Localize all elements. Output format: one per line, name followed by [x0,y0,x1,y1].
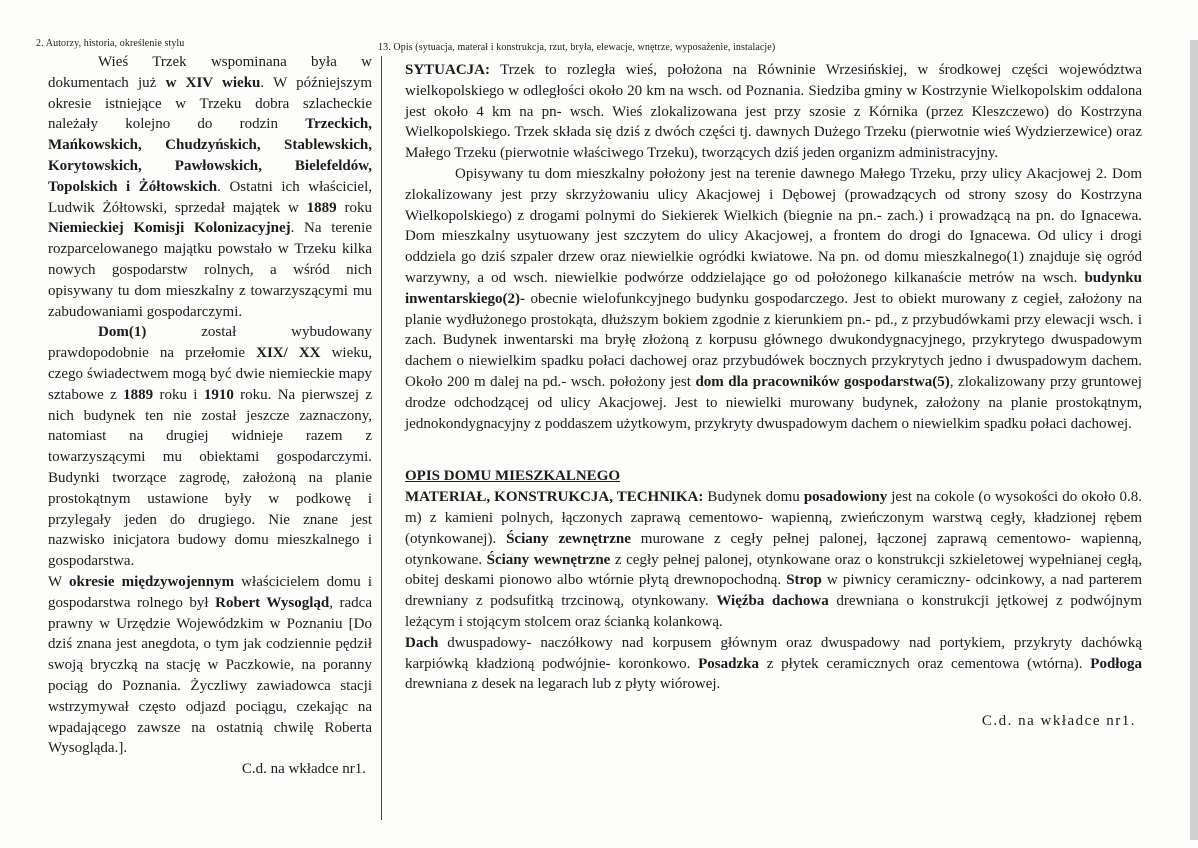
emphasis-period: okresie międzywojennym [68,573,235,590]
location-paragraph: Opisywany tu dom mieszkalny położony jest na terenie dawnego Małego Trzeku, przy ulicy Akacjowej 2. Dom zlokalizowany jest przy skrzyżowaniu ulicy Akacjowej i Dębowej (prowadzących od strony szosy do Kostrzyna Wielkopolskiego) z drogami polnymi do Siekierek Wielkich (biegnie na pn.- zach.) i prowadzącą na pn. do Ignacewa. Dom mieszkalny usytuowany jest szczytem do ulicy Akacjowej, a frontem do drogi do Ignacewa. Od ulicy i drogi oddziela go dziś szpaler drzew oraz niewielkie ogródki kwiatowe. Na pn. od domu mieszkalnego(1) znajduje się ogród warzywny, a od wsch. niewielkie podwórze oddzielające go od położonego kilkanaście metrów na wsch. budynku inwentarskiego(2)- obecnie wielofunkcyjnego budynku gospodarczego. Jest to obiekt murowany z cegieł, założony na planie wydłużonego prostokąta, dłuższym bokiem zgodnie z kierunkiem pn.- pd., z przybudówkami przy elewacji wsch. i zach. Budynek inwentarski ma bryłę złożoną z korpusu głównego dwukondygnacyjnego, przykrytego dwuspadowym dachem o niewielkim spadku połaci dachowej oraz przybudówek bocznych przykrytych jedno i dwuspadowym dachem. Około 200 m dalej na pd.- wsch. położony jest dom dla pracowników gospodarstwa(5), zlokalizowany przy gruntowej drodze odchodzącej od ulicy Akacjowej. Jest to niewielki murowany budynek, założony na planie prostokątnym, jednokondygnacyjny z poddaszem użytkowym, przykryty dwuspadowym dachem o niewielkim spadku połaci dachowej. [405,165,1142,432]
emphasis-livestock-building: budynku inwentarskiego(2)- [405,269,1142,307]
emphasis-commission: Niemieckiej Komisji Kolonizacyjnej [48,220,291,237]
emphasis-roof: Dach [405,634,439,651]
emphasis-house: Dom(1) [98,324,147,341]
right-column-header: 13. Opis (sytuacja, materał i konstrukcja, rzut, bryła, elewacje, wnętrze, wyposażenie, instalacje) [378,42,776,53]
section-title: OPIS DOMU MIESZKALNEGO [405,468,621,485]
emphasis-families: Trzeckich, Mańkowskich, Chudzyńskich, Stablewskich, Korytowskich, Pawłowskich, Bielefeldów, Topolskich i Żółtowskich [48,116,372,195]
situation-paragraph: SYTUACJA: Trzek to rozległa wieś, położona na Równinie Wrzesińskiej, w środkowej części województwa wielkopolskiego w odległości około 20 km na wsch. od Poznania. Siedziba gminy w Kostrzynie Wielkopolskim oddalona jest około 4 km na pn- wsch. Wieś zlokalizowana jest przy szosie z Kórnika (przez Kleszczewo) do Kostrzyna Wielkopolskiego. Trzek składa się dziś z dwóch części tj. dawnych Dużego Trzeku (pierwotnie wieś Wydzierzewice) oraz Małego Trzeku (pierwotnie właściwego Trzeku), tworzących dziś jeden organizm administracyjny. [405,62,1142,162]
left-column-header: 2. Autorzy, historia, określenie stylu [36,38,185,49]
emphasis-outer-walls: Ściany zewnętrzne [506,530,631,547]
roof-floor-paragraph: Dach dwuspadowy- naczółkowy nad korpusem głównym oraz dwuspadowy nad portykiem, przykryty dachówką karpiówką kładzioną podwójnie- koronkowo. Posadzka z płytek ceramicznych oraz cementowa (wtórna). Podłoga drewniana z desek na legarach lub z płyty wiórowej. [405,634,1142,693]
column-divider [381,56,382,820]
section-label-situation: SYTUACJA: [405,62,491,78]
materials-paragraph: MATERIAŁ, KONSTRUKCJA, TECHNIKA: Budynek domu posadowiony jest na cokole (o wysokości do około 0.8. m) z kamieni polnych, łączonych zaprawą cementowo- wapienną, zwieńczonym warstwą cegły, kładzionej rębem (otynkowanej). Ściany zewnętrzne murowane z cegły pełnej palonej, łączonej zaprawą cementowo- wapienną, otynkowane. Ściany wewnętrzne z cegły pełnej palonej, otynkowane oraz o konstrukcji szkieletowej wypełnianej cegłą, obitej deskami pionowo albo wtórnie płytą drewnopochodną. Strop w piwnicy ceramiczny- odcinkowy, a nad parterem drewniany z podsufitką trzcinową, otynkowany. Więźba dachowa drewniana o konstrukcji jętkowej z podwójnym leżącym i stojącym stolcem oraz ścianką kolankową. [405,489,1142,630]
history-column [48,52,372,780]
emphasis-inner-walls: Ściany wewnętrzne [486,551,611,568]
history-paragraph-1: Wieś Trzek wspominana była w dokumentach już w XIV wieku. W późniejszym okresie istniejące w Trzeku dobra szlacheckie należały kolejno do rodzin Trzeckich, Mańkowskich, Chudzyńskich, Stablewskich, Korytowskich, Pawłowskich, Bielefeldów, Topolskich i Żółtowskich. Ostatni ich właściciel, Ludwik Żółtowski, sprzedał majątek w 1889 roku Niemieckiej Komisji Kolonizacyjnej. Na terenie rozparcelowanego majątku powstało w Trzeku kilka nowych gospodarstw rolnych, a wśród nich opisywany tu dom mieszkalny z towarzyszącymi mu zabudowaniami gospodarczymi. [48,54,373,320]
emphasis-flooring: Posadzka [698,655,759,672]
history-paragraph-2: Dom(1) został wybudowany prawdopodobnie na przełomie XIX/ XX wieku, czego świadectwem mogą być dwie niemieckie mapy sztabowe z 1889 roku i 1910 roku. Na pierwszej z nich budynek ten nie został jeszcze zaznaczony, natomiast na drugiej widnieje razem z towarzyszącymi mu obiektami gospodarczymi. Budynki tworzące zagrodę, założoną na planie prostokątnym ustawione były w podkowę i przylegały jeden do drugiego. Nie znane jest nazwisko inicjatora budowy domu mieszkalnego i gospodarstwa. [48,324,373,570]
emphasis-year: 1910 [203,386,234,403]
emphasis-floor: Podłoga [1090,655,1142,672]
emphasis-centuries: XIX/ XX [256,345,321,362]
emphasis-owner: Robert Wysogląd [215,594,330,611]
scan-edge [1190,40,1198,840]
emphasis-foundation: posadowiony [803,489,888,506]
emphasis-roof-truss: Więźba dachowa [716,593,829,610]
continuation-note: C.d. na wkładce nr1. [241,761,366,778]
emphasis-year: 1889 [306,199,337,216]
emphasis-workers-house: dom dla pracowników gospodarstwa(5) [695,373,950,390]
section-label-materials: MATERIAŁ, KONSTRUKCJA, TECHNIKA: [405,489,704,506]
emphasis-century: w XIV wieku [165,74,261,91]
emphasis-year: 1889 [123,386,154,403]
description-column [405,60,1142,732]
emphasis-ceiling: Strop [786,572,822,589]
history-paragraph-3: W okresie międzywojennym właścicielem domu i gospodarstwa rolnego był Robert Wysogląd, radca prawny w Urzędzie Wojewódzkim w Poznaniu [Do dziś znana jest anegdota, o tym jak codziennie pędził swoją bryczką na stację w Paczkowie, na poranny pociąg do Poznania. Życzliwy zawiadowca stacji wstrzymywał często odjazd pociągu, czekając na wpadającego zawsze na ostatnią chwilę Roberta Wysogląda.]. [48,573,372,757]
continuation-note: C.d. na wkładce nr1. [981,713,1136,730]
